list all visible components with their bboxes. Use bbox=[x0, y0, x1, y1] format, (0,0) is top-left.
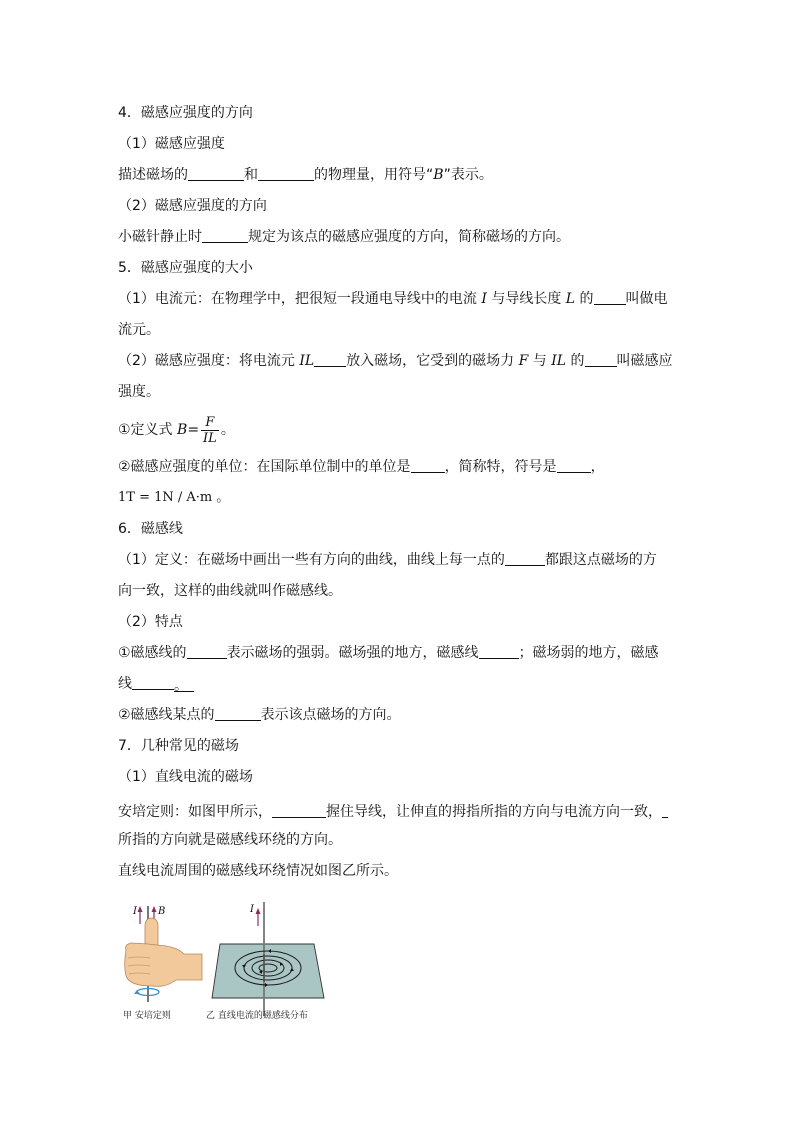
fill-blank bbox=[594, 290, 626, 305]
fraction: $\frac{F}{IL}$ bbox=[203, 414, 217, 446]
subheading-7-1: （1）直线电流的磁场 bbox=[118, 769, 253, 785]
subheading-6-2: （2）特点 bbox=[118, 614, 183, 630]
figure-illustration bbox=[118, 898, 328, 1024]
paragraph-5-2-cont: 强度。 bbox=[118, 384, 160, 400]
section-7-title: 7．几种常见的磁场 bbox=[118, 738, 239, 754]
fill-blank bbox=[215, 706, 261, 721]
paragraph-5-1-cont: 流元。 bbox=[118, 322, 160, 338]
fill-blank bbox=[272, 803, 326, 818]
fill-blank bbox=[258, 166, 314, 181]
label-current-left: I bbox=[133, 906, 137, 917]
unit-line: ②磁感应强度的单位：在国际单位制中的单位是 ，简称特，符号是 ， bbox=[118, 459, 605, 475]
paragraph-5-1: （1）电流元：在物理学中，把很短一段通电导线中的电流 I 与导线长度 L 的 叫做电 bbox=[118, 291, 668, 307]
paragraph-7-1: 安培定则：如图甲所示， 握住导线，让伸直的拇指所指的方向与电流方向一致， bbox=[118, 803, 668, 821]
paragraph-6-2: ①磁感线的 表示磁场的强弱。磁场强的地方，磁感线 ；磁场弱的地方，磁感 bbox=[118, 645, 659, 661]
definition-formula: ①定义式 B= $\frac{F}{IL}$ 。 bbox=[118, 414, 235, 446]
unit-equation: 1T = 1N / A·m 。 bbox=[118, 490, 230, 505]
fill-blank bbox=[187, 644, 227, 659]
caption-left: 甲 安培定则 bbox=[123, 1011, 171, 1021]
fill-blank bbox=[662, 803, 668, 818]
fill-blank bbox=[585, 352, 617, 367]
paragraph-6-2-cont: 线 。 bbox=[118, 675, 194, 693]
paragraph-6-1: （1）定义：在磁场中画出一些有方向的曲线，曲线上每一点的 都跟这点磁场的方 bbox=[118, 552, 657, 568]
label-current-right: I bbox=[250, 904, 254, 915]
label-field-b: B bbox=[158, 906, 166, 917]
paragraph-4-1: 描述磁场的 和 的物理量，用符号“B”表示。 bbox=[118, 167, 493, 183]
section-5-title: 5．磁感应强度的大小 bbox=[118, 260, 253, 276]
paragraph-4-2: 小磁针静止时 规定为该点的磁感应强度的方向，简称磁场的方向。 bbox=[118, 229, 570, 245]
fill-blank bbox=[411, 458, 445, 473]
fill-blank bbox=[479, 644, 519, 659]
paragraph-7-2: 直线电流周围的磁感线环绕情况如图乙所示。 bbox=[118, 863, 398, 879]
fill-blank bbox=[505, 551, 545, 566]
field-lines-illustration bbox=[212, 902, 324, 1016]
fill-blank bbox=[314, 352, 346, 367]
fill-blank bbox=[132, 675, 174, 690]
hand-illustration bbox=[125, 906, 202, 1002]
paragraph-6-3: ②磁感线某点的 表示该点磁场的方向。 bbox=[118, 707, 401, 723]
section-4-title: 4．磁感应强度的方向 bbox=[118, 105, 253, 121]
paragraph-6-1-cont: 向一致，这样的曲线就叫作磁感线。 bbox=[118, 583, 342, 599]
paragraph-7-1-cont: 所指的方向就是磁感线环绕的方向。 bbox=[118, 832, 342, 848]
fill-blank bbox=[188, 166, 244, 181]
fill-blank bbox=[202, 228, 248, 243]
fill-blank bbox=[557, 458, 591, 473]
section-6-title: 6．磁感线 bbox=[118, 521, 183, 537]
ampere-rule-figure bbox=[118, 898, 328, 1024]
paragraph-5-2: （2）磁感应强度：将电流元 IL 放入磁场，它受到的磁场力 F 与 IL 的 叫磁感应 bbox=[118, 353, 673, 369]
caption-right: 乙 直线电流的磁感线分布 bbox=[206, 1011, 308, 1021]
subheading-4-2: （2）磁感应强度的方向 bbox=[118, 198, 267, 214]
subheading-4-1: （1）磁感应强度 bbox=[118, 136, 225, 152]
